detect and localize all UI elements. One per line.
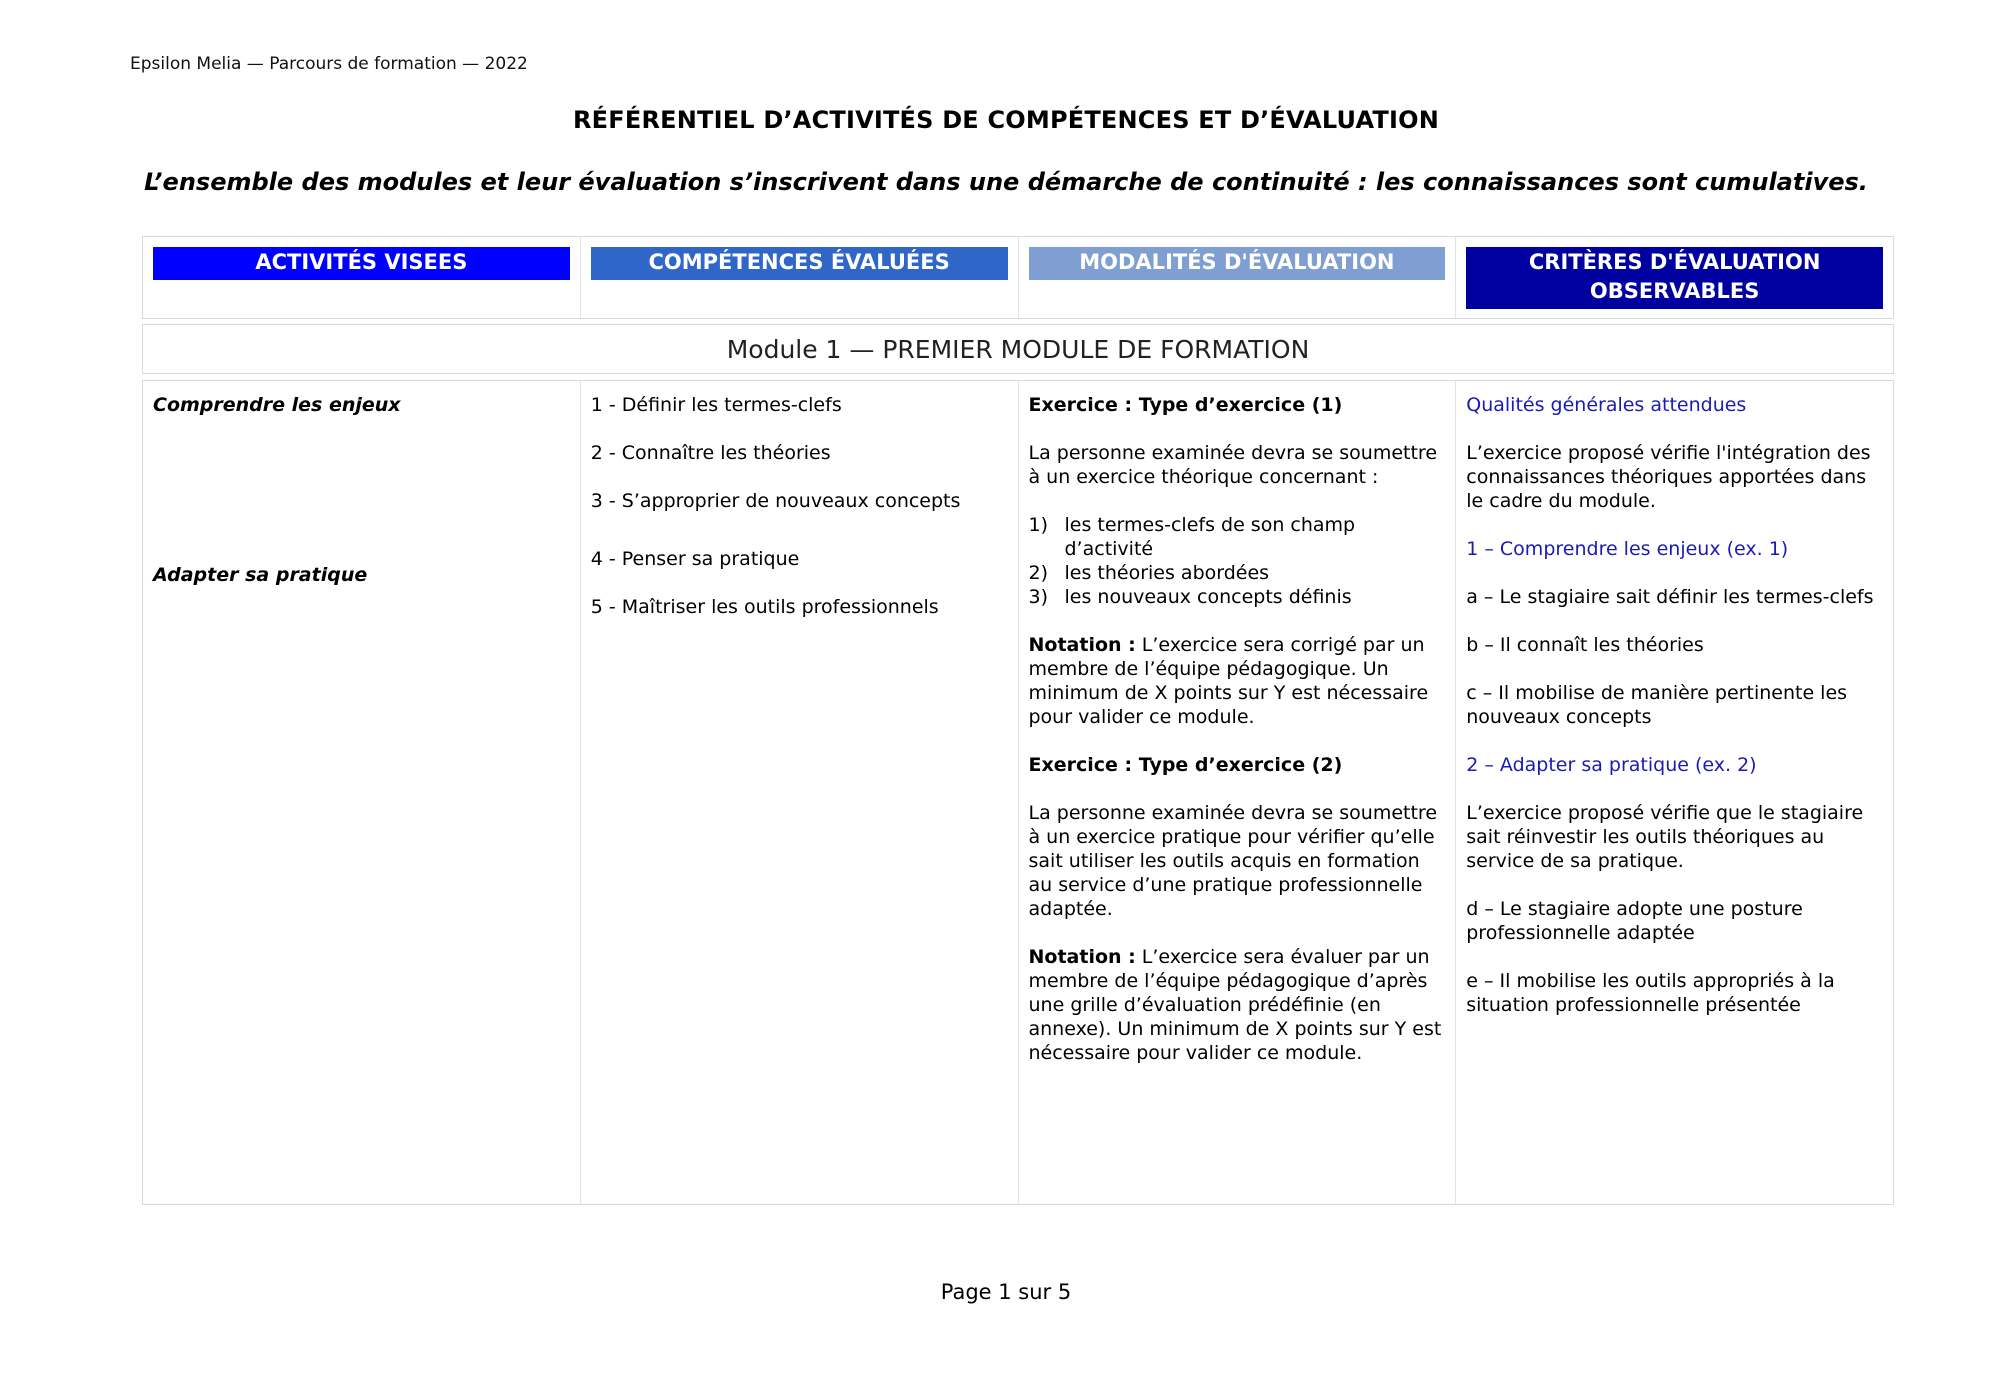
criteria-item-c: c – Il mobilise de manière pertinente les nouveaux concepts <box>1466 682 1848 728</box>
competence-item: 3 - S’approprier de nouveaux concepts <box>590 490 961 512</box>
list-number: 1) <box>1028 514 1049 536</box>
list-item <box>1029 585 1446 609</box>
exercise-2-intro: La personne examinée devra se soumettre à un exercice pratique pour vérifier qu’elle sait utiliser les outils acquis en formation au service d’une pratique professionnelle adaptée. <box>1028 802 1438 920</box>
notation-text: L’exercice sera évaluer par un membre de l’équipe pédagogique d’après une grille d’évaluation prédéfinie (en annexe). Un minimum de X points sur Y est nécessaire pour valider ce module. <box>1028 946 1442 1064</box>
header-cell-competences <box>581 237 1019 318</box>
list-number: 3) <box>1028 586 1049 608</box>
activities-column <box>143 381 581 1204</box>
header-label-modalites: MODALITÉS D'ÉVALUATION <box>1029 247 1446 280</box>
list-text: les théories abordées <box>1064 562 1270 584</box>
notation-text: L’exercice sera corrigé par un membre de l’équipe pédagogique. Un minimum de X points sur Y est nécessaire pour valider ce module. <box>1028 634 1429 728</box>
criteria-item-b: b – Il connaît les théories <box>1466 634 1704 656</box>
criteria-item-e: e – Il mobilise les outils appropriés à la situation professionnelle présentée <box>1466 970 1835 1016</box>
criteria-general-heading: Qualités générales attendues <box>1466 394 1747 416</box>
header-label-competences: COMPÉTENCES ÉVALUÉES <box>591 247 1008 280</box>
criteria-item-d: d – Le stagiaire adopte une posture professionnelle adaptée <box>1466 898 1803 944</box>
modalites-column <box>1019 381 1457 1204</box>
criteria-section-2: 2 – Adapter sa pratique (ex. 2) <box>1466 754 1757 776</box>
header-label-activites: ACTIVITÉS VISEES <box>153 247 570 280</box>
competence-item: 1 - Définir les termes-clefs <box>590 394 842 416</box>
exercise-1-heading: Exercice : Type d’exercice (1) <box>1028 394 1343 416</box>
page-title: RÉFÉRENTIEL D’ACTIVITÉS DE COMPÉTENCES ET D’ÉVALUATION <box>572 106 1440 134</box>
notation-label: Notation : <box>1028 946 1136 968</box>
criteres-column <box>1456 381 1893 1204</box>
module-content-row <box>142 380 1894 1205</box>
exercise-2-heading: Exercice : Type d’exercice (2) <box>1028 754 1343 776</box>
activity-item: Comprendre les enjeux <box>153 394 401 416</box>
list-text: les nouveaux concepts définis <box>1064 586 1352 608</box>
criteria-section-1: 1 – Comprendre les enjeux (ex. 1) <box>1466 538 1789 560</box>
competence-item: 4 - Penser sa pratique <box>590 548 800 570</box>
header-cell-activites <box>143 237 581 318</box>
header-cell-criteres <box>1456 237 1893 318</box>
exercise-2-notation <box>1029 945 1446 1065</box>
activity-item: Adapter sa pratique <box>153 564 368 586</box>
competences-column <box>581 381 1019 1204</box>
exercise-1-list <box>1029 513 1446 609</box>
criteria-general-text: L’exercice proposé vérifie l'intégration des connaissances théoriques apportées dans le cadre du module. <box>1466 442 1871 512</box>
criteria-item-a: a – Le stagiaire sait définir les termes-clefs <box>1466 586 1874 608</box>
page-number: Page 1 sur 5 <box>940 1280 1072 1304</box>
list-text: les termes-clefs de son champ d’activité <box>1064 514 1356 560</box>
module-title-row: Module 1 — PREMIER MODULE DE FORMATION <box>142 324 1894 374</box>
competence-item: 5 - Maîtriser les outils professionnels <box>590 596 939 618</box>
list-item <box>1029 513 1446 561</box>
page-subtitle: L’ensemble des modules et leur évaluation s’inscrivent dans une démarche de continuité : les connaissances sont cumulatives. <box>144 168 1868 196</box>
header-label-criteres: CRITÈRES D'ÉVALUATION OBSERVABLES <box>1466 247 1883 309</box>
competence-item: 2 - Connaître les théories <box>590 442 831 464</box>
exercise-1-notation <box>1029 633 1446 729</box>
criteria-section-2-text: L’exercice proposé vérifie que le stagiaire sait réinvestir les outils théoriques au service de sa pratique. <box>1466 802 1864 872</box>
list-number: 2) <box>1028 562 1049 584</box>
notation-label: Notation : <box>1028 634 1136 656</box>
running-head: Epsilon Melia — Parcours de formation — 2022 <box>130 54 528 74</box>
list-item <box>1029 561 1446 585</box>
exercise-1-intro: La personne examinée devra se soumettre à un exercice théorique concernant : <box>1028 442 1438 488</box>
table-header-row <box>142 236 1894 319</box>
header-cell-modalites <box>1019 237 1457 318</box>
